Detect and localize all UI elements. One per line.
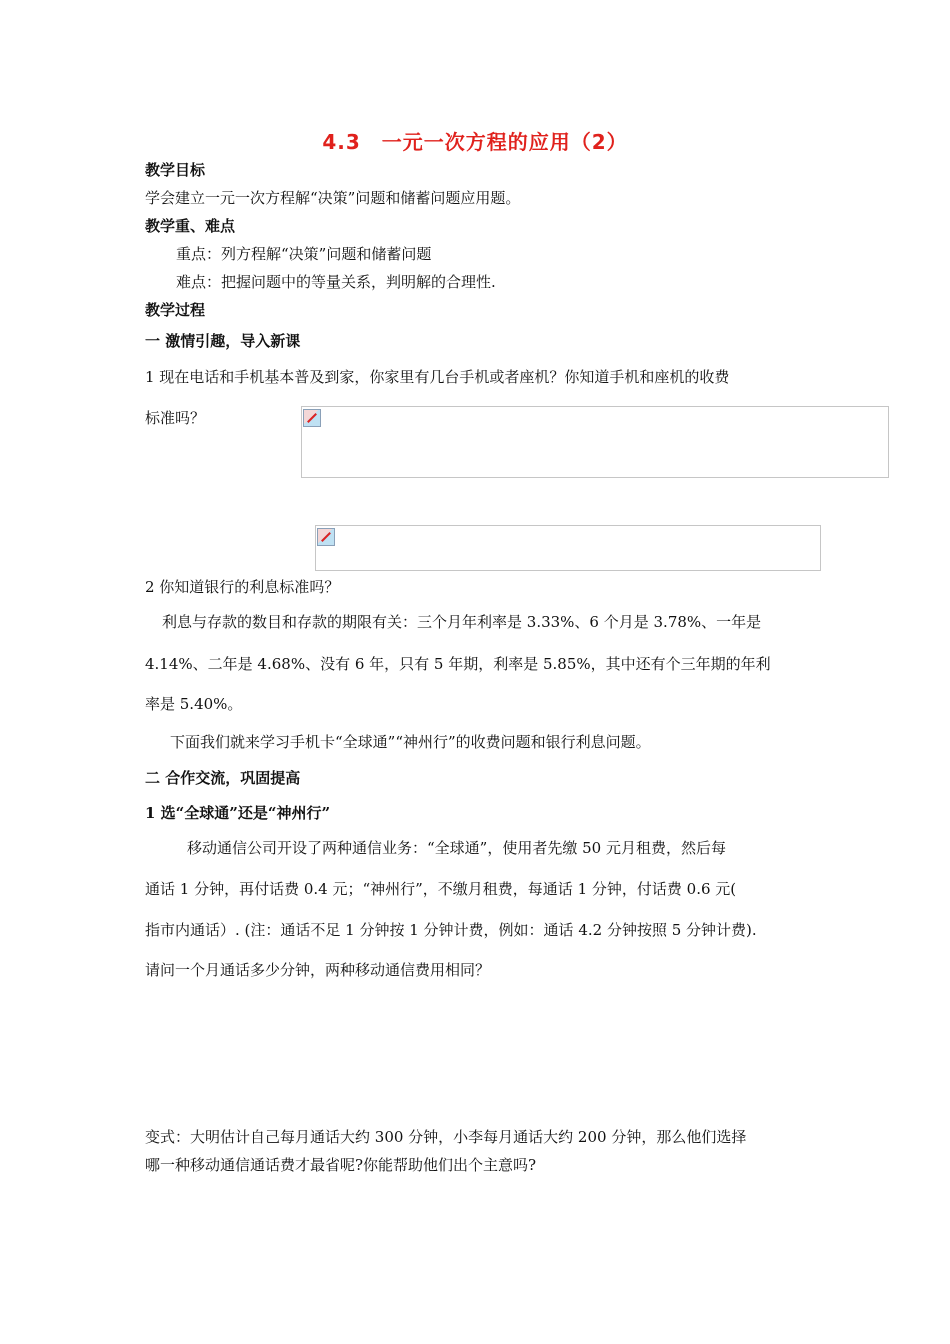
problem-line-4: 请问一个月通话多少分钟，两种移动通信费用相同？ bbox=[145, 961, 491, 979]
subsection-1-heading: 1 选“全球通”还是“神州行” bbox=[145, 804, 331, 822]
keypoint-1: 重点：列方程解“决策”问题和储蓄问题 bbox=[176, 245, 432, 263]
goals-heading: 教学目标 bbox=[145, 161, 206, 179]
keypoints-heading: 教学重、难点 bbox=[145, 217, 236, 235]
interest-line-2: 4.14%、二年是 4.68%、没有 6 年，只有 5 年期，利率是 5.85%，其中还有个三年期的年利 bbox=[145, 655, 771, 673]
variant-line-2: 哪一种移动通信通话费才最省呢?你能帮助他们出个主意吗? bbox=[145, 1156, 537, 1174]
question-1-line-1: 1 现在电话和手机基本普及到家，你家里有几台手机或者座机？你知道手机和座机的收费 bbox=[145, 368, 730, 386]
goals-text: 学会建立一元一次方程解“决策”问题和储蓄问题应用题。 bbox=[145, 189, 521, 207]
variant-line-1: 变式：大明估计自己每月通话大约 300 分钟，小李每月通话大约 200 分钟，那么他们选择 bbox=[145, 1128, 747, 1146]
section-1-heading: 一 激情引趣，导入新课 bbox=[145, 332, 301, 350]
interest-line-3: 率是 5.40%。 bbox=[145, 695, 243, 713]
page-title: 4.3 一元一次方程的应用（2） bbox=[322, 130, 628, 154]
question-2: 2 你知道银行的利息标准吗？ bbox=[145, 578, 340, 596]
problem-line-2: 通话 1 分钟，再付话费 0.4 元；“神州行”，不缴月租费，每通话 1 分钟，付话费 0.6 元( bbox=[145, 880, 737, 898]
intro-line: 下面我们就来学习手机卡“全球通”“神州行”的收费问题和银行利息问题。 bbox=[170, 733, 651, 751]
question-1-line-2: 标准吗？ bbox=[145, 409, 206, 427]
broken-image-icon bbox=[317, 528, 335, 546]
process-heading: 教学过程 bbox=[145, 301, 206, 319]
embedded-image-placeholder-2 bbox=[315, 525, 821, 571]
broken-image-icon bbox=[303, 409, 321, 427]
interest-line-1: 利息与存款的数目和存款的期限有关：三个月年利率是 3.33%、6 个月是 3.78%、一年是 bbox=[162, 613, 762, 631]
embedded-image-placeholder-1 bbox=[301, 406, 889, 478]
problem-line-1: 移动通信公司开设了两种通信业务：“全球通”，使用者先缴 50 元月租费，然后每 bbox=[187, 839, 726, 857]
problem-line-3: 指市内通话）. (注：通话不足 1 分钟按 1 分钟计费，例如：通话 4.2 分钟按照 5 分钟计费). bbox=[145, 921, 757, 939]
keypoint-2: 难点：把握问题中的等量关系，判明解的合理性. bbox=[176, 273, 496, 291]
section-2-heading: 二 合作交流，巩固提高 bbox=[145, 769, 301, 787]
